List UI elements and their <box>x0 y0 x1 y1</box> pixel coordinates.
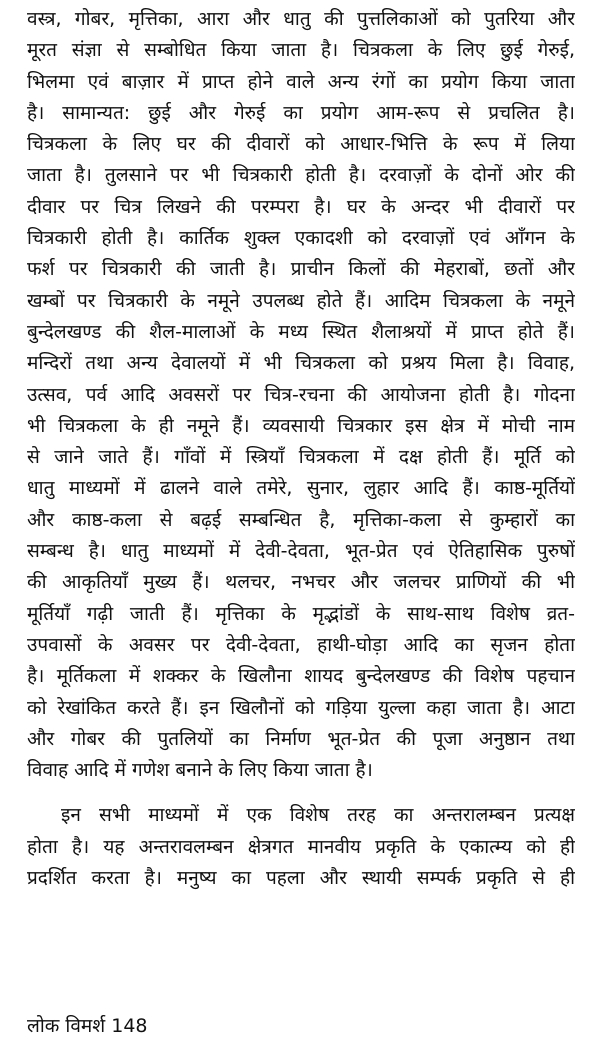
text-line: चित्रकला के लिए घर की दीवारों को आधार-भित्ति के रूप में लिया <box>27 133 575 156</box>
text-line: विवाह आदि में गणेश बनाने के लिए किया जाता है। <box>27 759 373 782</box>
text-line: भिलमा एवं बाज़ार में प्राप्त होने वाले अन्य रंगों का प्रयोग किया जाता <box>27 70 575 93</box>
text-line: को रेखांकित करते हैं। इन खिलौनों को गड़िया युल्ला कहा जाता है। आटा <box>27 696 575 719</box>
text-line: सम्बन्ध है। धातु माध्यमों में देवी-देवता, भूत-प्रेत एवं ऐतिहासिक पुरुषों <box>27 540 575 563</box>
paragraph-2 <box>27 800 575 894</box>
text-line: मन्दिरों तथा अन्य देवालयों में भी चित्रकला को प्रश्रय मिला है। विवाह, <box>27 352 575 375</box>
page-footer <box>27 1012 148 1040</box>
text-line: उत्सव, पर्व आदि अवसरों पर चित्र-रचना की आयोजना होती है। गोदना <box>27 383 575 406</box>
text-line: और काष्ठ-कला से बढ़ई सम्बन्धित है, मृत्तिका-कला से कुम्हारों का <box>27 508 575 531</box>
text-line: उपवासों के अवसर पर देवी-देवता, हाथी-घोड़ा आदि का सृजन होता <box>27 633 575 656</box>
paragraph-1 <box>27 4 575 786</box>
text-line: फर्श पर चित्रकारी की जाती है। प्राचीन किलों की मेहराबों, छतों और <box>27 258 575 281</box>
paragraph-gap <box>27 786 575 800</box>
text-line: की आकृतियाँ मुख्य हैं। थलचर, नभचर और जलचर प्राणियों की भी <box>27 571 575 594</box>
text-line: है। मूर्तिकला में शक्कर के खिलौना शायद बुन्देलखण्ड की विशेष पहचान <box>27 665 575 688</box>
text-line: और गोबर की पुतलियों का निर्माण भूत-प्रेत की पूजा अनुष्ठान तथा <box>27 727 575 750</box>
text-line: इन सभी माध्यमों में एक विशेष तरह का अन्तरालम्बन प्रत्यक्ष <box>61 804 575 827</box>
text-line: से जाने जाते हैं। गाँवों में स्त्रियाँ चित्रकला में दक्ष होती हैं। मूर्ति को <box>27 446 575 469</box>
page-number-label: लोक विमर्श 148 <box>27 1015 148 1037</box>
text-line: मूरत संज्ञा से सम्बोधित किया जाता है। चित्रकला के लिए छुई गेरुई, <box>27 39 575 62</box>
text-line: धातु माध्यमों में ढालने वाले तमेरे, सुनार, लुहार आदि हैं। काष्ठ-मूर्तियों <box>27 477 575 500</box>
text-line: दीवार पर चित्र लिखने की परम्परा है। घर के अन्दर भी दीवारों पर <box>27 195 575 218</box>
text-line: है। सामान्यत: छुई और गेरुई का प्रयोग आम-रूप से प्रचलित है। <box>27 101 575 124</box>
text-line: प्रदर्शित करता है। मनुष्य का पहला और स्थायी सम्पर्क प्रकृति से ही <box>27 867 575 890</box>
text-line: मूर्तियाँ गढ़ी जाती हैं। मृत्तिका के मृद्भांडों के साथ-साथ विशेष व्रत- <box>27 602 575 625</box>
text-line: वस्त्र, गोबर, मृत्तिका, आरा और धातु की पुत्तलिकाओं को पुतरिया और <box>27 8 575 30</box>
text-line: भी चित्रकला के ही नमूने हैं। व्यवसायी चित्रकार इस क्षेत्र में मोची नाम <box>27 414 575 437</box>
text-line: बुन्देलखण्ड की शैल-मालाओं के मध्य स्थित शैलाश्रयों में प्राप्त होते हैं। <box>27 320 575 343</box>
text-line: खम्बों पर चित्रकारी के नमूने उपलब्ध होते हैं। आदिम चित्रकला के नमूने <box>27 289 575 312</box>
text-line: जाता है। तुलसाने पर भी चित्रकारी होती है। दरवाज़ों के दोनों ओर की <box>27 164 575 187</box>
page-body <box>27 4 575 894</box>
text-line: चित्रकारी होती है। कार्तिक शुक्ल एकादशी को दरवाज़ों एवं आँगन के <box>27 227 575 250</box>
text-line: होता है। यह अन्तरावलम्बन क्षेत्रगत मानवीय प्रकृति के एकात्म्य को ही <box>27 835 575 858</box>
